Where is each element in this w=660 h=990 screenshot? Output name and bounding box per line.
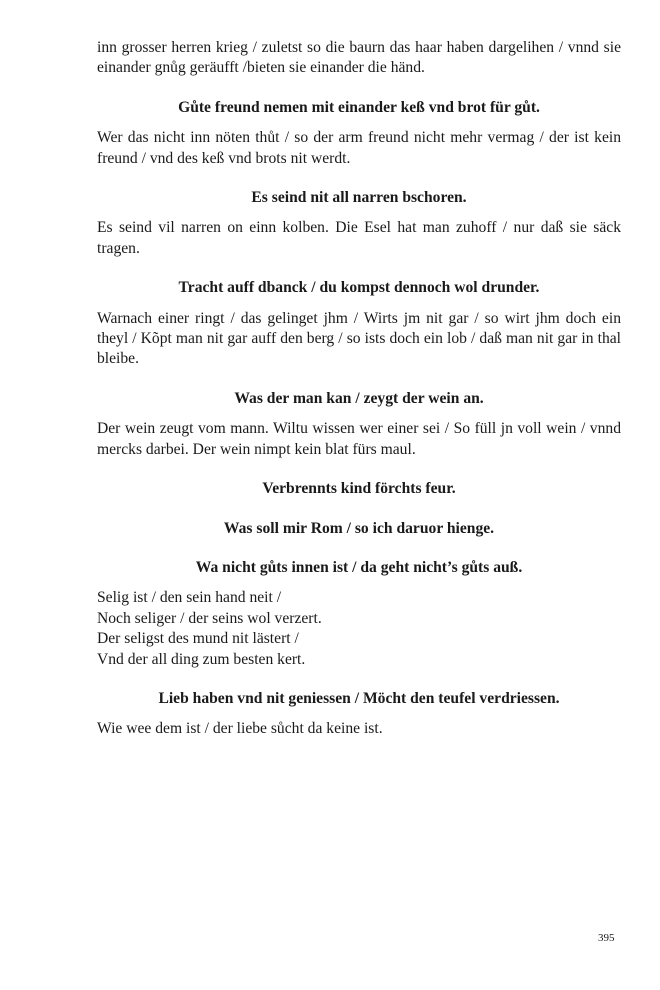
proverb-heading-4: Was der man kan / zeygt der wein an. <box>234 389 484 407</box>
verse-block <box>97 588 621 670</box>
proverb-body-1: Wer das nicht inn nöten thůt / so der arm freund nicht mehr vermag / der ist kein freund / vnd des keß vnd brots nit werdt. <box>97 129 621 167</box>
proverb-heading-7: Wa nicht gůts innen ist / da geht nicht’s gůts auß. <box>195 558 523 576</box>
proverb-body-3: Warnach einer ringt / das gelinget jhm / Wirts jm nit gar / so wirt jhm doch ein theyl / Kõpt man nit gar auff den berg / so ists doch ein lob / daß man nit gar in thal bleibe. <box>97 309 621 368</box>
verse-line-1: Selig ist / den sein hand neit / <box>97 589 282 607</box>
proverb-heading-8: Lieb haben vnd nit geniessen / Möcht den teufel verdriessen. <box>158 689 560 707</box>
proverb-heading-6: Was soll mir Rom / so ich daruor hienge. <box>223 519 495 537</box>
verse-line-4: Vnd der all ding zum besten kert. <box>97 650 306 668</box>
proverb-body-4: Der wein zeugt vom mann. Wiltu wissen wer einer sei / So füll jn voll wein / vnnd mercks darbei. Der wein nimpt kein blat fürs maul. <box>97 420 621 458</box>
intro-paragraph: inn grosser herren krieg / zuletst so die baurn das haar haben dargelihen / vnnd sie einander gnůg geräufft /bieten sie einander die händ. <box>97 39 621 77</box>
verse-line-3: Der seligst des mund nit lästert / <box>97 630 299 648</box>
page-number: 395 <box>598 932 615 944</box>
page-content <box>97 38 621 740</box>
proverb-body-2: Es seind vil narren on einn kolben. Die Esel hat man zuhoff / nur daß sie säck tragen. <box>97 219 621 257</box>
verse-line-2: Noch seliger / der seins wol verzert. <box>97 609 322 627</box>
proverb-body-8: Wie wee dem ist / der liebe sůcht da keine ist. <box>97 720 383 738</box>
proverb-heading-3: Tracht auff dbanck / du kompst dennoch wol drunder. <box>178 279 540 297</box>
proverb-heading-5: Verbrennts kind förchts feur. <box>262 480 456 498</box>
proverb-heading-1: Gůte freund nemen mit einander keß vnd brot für gůt. <box>178 98 540 116</box>
proverb-heading-2: Es seind nit all narren bschoren. <box>251 189 467 207</box>
